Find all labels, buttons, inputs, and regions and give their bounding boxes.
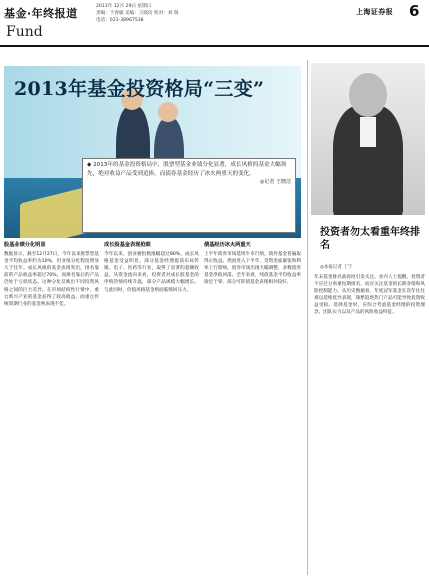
column-2-subhead: 成长股基金表现抢眼 (104, 242, 151, 248)
article-column-2 (104, 240, 199, 576)
banner-figure-right-head (158, 102, 178, 122)
column-2-text: 今年以来，创业板指数涨幅超过80%，成长风格基金受益明显。部分基金经理提前布局传媒、电子、医药等行业，取得了显著的超额收益。从资金流向来看，投资者对成长股基金的申购热情持续升温，部分产品规模大幅增长。与此同时，价值风格基金则面临赎回压力。 (104, 252, 199, 293)
side-article-text: 年末基金排名战再度引发关注。业内人士提醒，投资者不应过分看重短期排名，而应关注基金的长期业绩和风险控制能力。从历史数据看，年度冠军基金在次年往往难以延续优异表现，频繁追逐热门产品可能导致投资收益受损。选择基金时，应综合考虑基金经理的投资理念、团队实力以及产品的风险收益特征。 (314, 275, 425, 316)
page-number: 6 (409, 2, 420, 20)
feature-byline: ◎记者 王晓洁 (260, 179, 291, 186)
section-subtitle: Fund (6, 24, 43, 40)
column-1-text: 数据显示，截至12月27日，今年以来股票型基金平均收益率约为10%，但业绩分化程度明显大于往年。成长风格的基金表现突出，排名靠前的产品收益率超过70%，而排名靠后的产品仍处于亏损状态。这种分化反映出不同投资风格之间的巨大差异。在市场结构性行情中，重仓新兴产业的基金获得了较高收益，而重仓传统周期行业的基金则表现不佳。 (4, 252, 99, 307)
article-column-1 (4, 240, 99, 576)
masthead-rule (0, 45, 429, 47)
issue-date: 2013年 12月 29日 星期日 (96, 4, 152, 9)
side-byline: ◎本报记者 丁宁 (320, 265, 353, 270)
portrait-face (349, 73, 387, 117)
portrait-photo (311, 63, 425, 215)
feature-lead-text: ◆ 2013年的基金投资格局中，股票型基金业绩分化显著，成长风格的基金大幅领先，绝对收益产品受到追捧，而债券基金经历了冰火两重天的变化。 (87, 162, 287, 177)
feature-lead-box (82, 158, 296, 233)
side-headline: 投资者勿太看重年终排名 (320, 227, 420, 251)
feature-headline: 2013年基金投资格局“三变” (14, 78, 265, 100)
masthead (0, 0, 429, 48)
issue-editors: 责编：于春敏 美编：王晓洁 校对：刘 瑞 (96, 11, 179, 16)
article-column-3 (204, 240, 301, 576)
column-3-text: 上半年债券市场延续牛市行情，债券基金普遍取得正收益。然而进入下半年，受资金面紧张和利率上行影响，债券市场出现大幅调整，多数债券基金净值回落。全年来看，纯债基金平均收益率接近于零，部分可转债基金表现相对较好。 (204, 252, 301, 286)
issue-phone: 电话：021-38967538 (96, 18, 144, 23)
portrait-collar (360, 117, 376, 147)
section-title: 基金·年终报道 (4, 7, 78, 20)
issue-info (96, 3, 178, 24)
newspaper-name: 上海证券报 (356, 8, 393, 16)
column-3-subhead: 债基经历冰火两重天 (204, 242, 251, 248)
column-divider (307, 60, 308, 575)
column-1-subhead: 股基业绩分化明显 (4, 242, 46, 248)
side-article-column (314, 274, 425, 576)
